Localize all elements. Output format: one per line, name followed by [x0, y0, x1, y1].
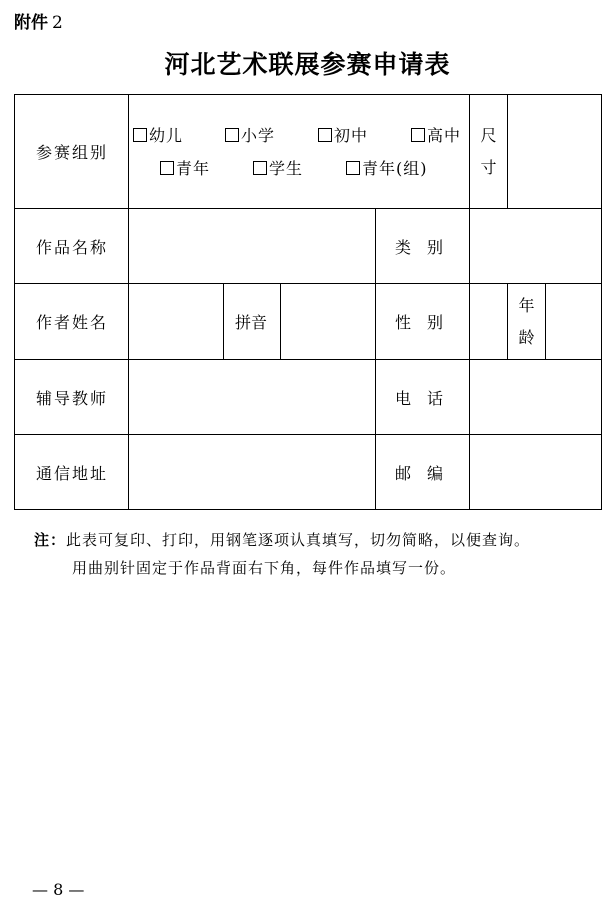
option-youth-group[interactable]: 青年(组): [346, 156, 428, 179]
attachment-number: 2: [52, 13, 63, 33]
option-primary[interactable]: 小学: [225, 123, 275, 146]
age-field[interactable]: [546, 284, 601, 360]
attachment-text: 附件: [14, 13, 48, 33]
checkbox-icon[interactable]: [133, 128, 147, 142]
note-label: 注：: [34, 531, 67, 549]
checkbox-icon[interactable]: [225, 128, 239, 142]
group-label: 参赛组别: [15, 95, 129, 209]
option-student[interactable]: 学生: [253, 156, 303, 179]
option-youth[interactable]: 青年: [160, 156, 210, 179]
checkbox-icon[interactable]: [160, 161, 174, 175]
gender-label: 性 别: [376, 284, 470, 360]
age-label: 年 龄: [508, 284, 546, 360]
size-field[interactable]: [508, 95, 601, 209]
size-label: 尺 寸: [470, 95, 508, 209]
option-junior-high[interactable]: 初中: [318, 123, 368, 146]
form-note: [34, 526, 530, 582]
checkbox-icon[interactable]: [318, 128, 332, 142]
pinyin-field[interactable]: [281, 284, 376, 360]
work-name-label: 作品名称: [15, 209, 129, 284]
note-line-2: 用曲别针固定于作品背面右下角，每件作品填写一份。: [72, 559, 457, 577]
option-kindergarten[interactable]: 幼儿: [133, 123, 183, 146]
gender-field[interactable]: [470, 284, 508, 360]
work-name-field[interactable]: [129, 209, 376, 284]
category-field[interactable]: [470, 209, 601, 284]
postcode-label: 邮 编: [376, 435, 470, 509]
address-label: 通信地址: [15, 435, 129, 509]
address-field[interactable]: [129, 435, 376, 509]
teacher-field[interactable]: [129, 360, 376, 435]
checkbox-icon[interactable]: [346, 161, 360, 175]
page-title: 河北艺术联展参赛申请表: [164, 50, 451, 79]
checkbox-icon[interactable]: [253, 161, 267, 175]
author-field[interactable]: [129, 284, 224, 360]
checkbox-icon[interactable]: [411, 128, 425, 142]
option-senior-high[interactable]: 高中: [411, 123, 461, 146]
phone-field[interactable]: [470, 360, 601, 435]
postcode-field[interactable]: [470, 435, 601, 509]
group-options-cell: [129, 95, 470, 209]
attachment-label: [14, 12, 63, 34]
author-label: 作者姓名: [15, 284, 129, 360]
pinyin-label: 拼音: [224, 284, 281, 360]
note-line-1: 此表可复印、打印，用钢笔逐项认真填写，切勿简略，以便查询。: [66, 531, 531, 549]
page-number: — 8 —: [32, 880, 85, 899]
application-form: [14, 94, 602, 510]
teacher-label: 辅导教师: [15, 360, 129, 435]
category-label: 类 别: [376, 209, 470, 284]
phone-label: 电 话: [376, 360, 470, 435]
